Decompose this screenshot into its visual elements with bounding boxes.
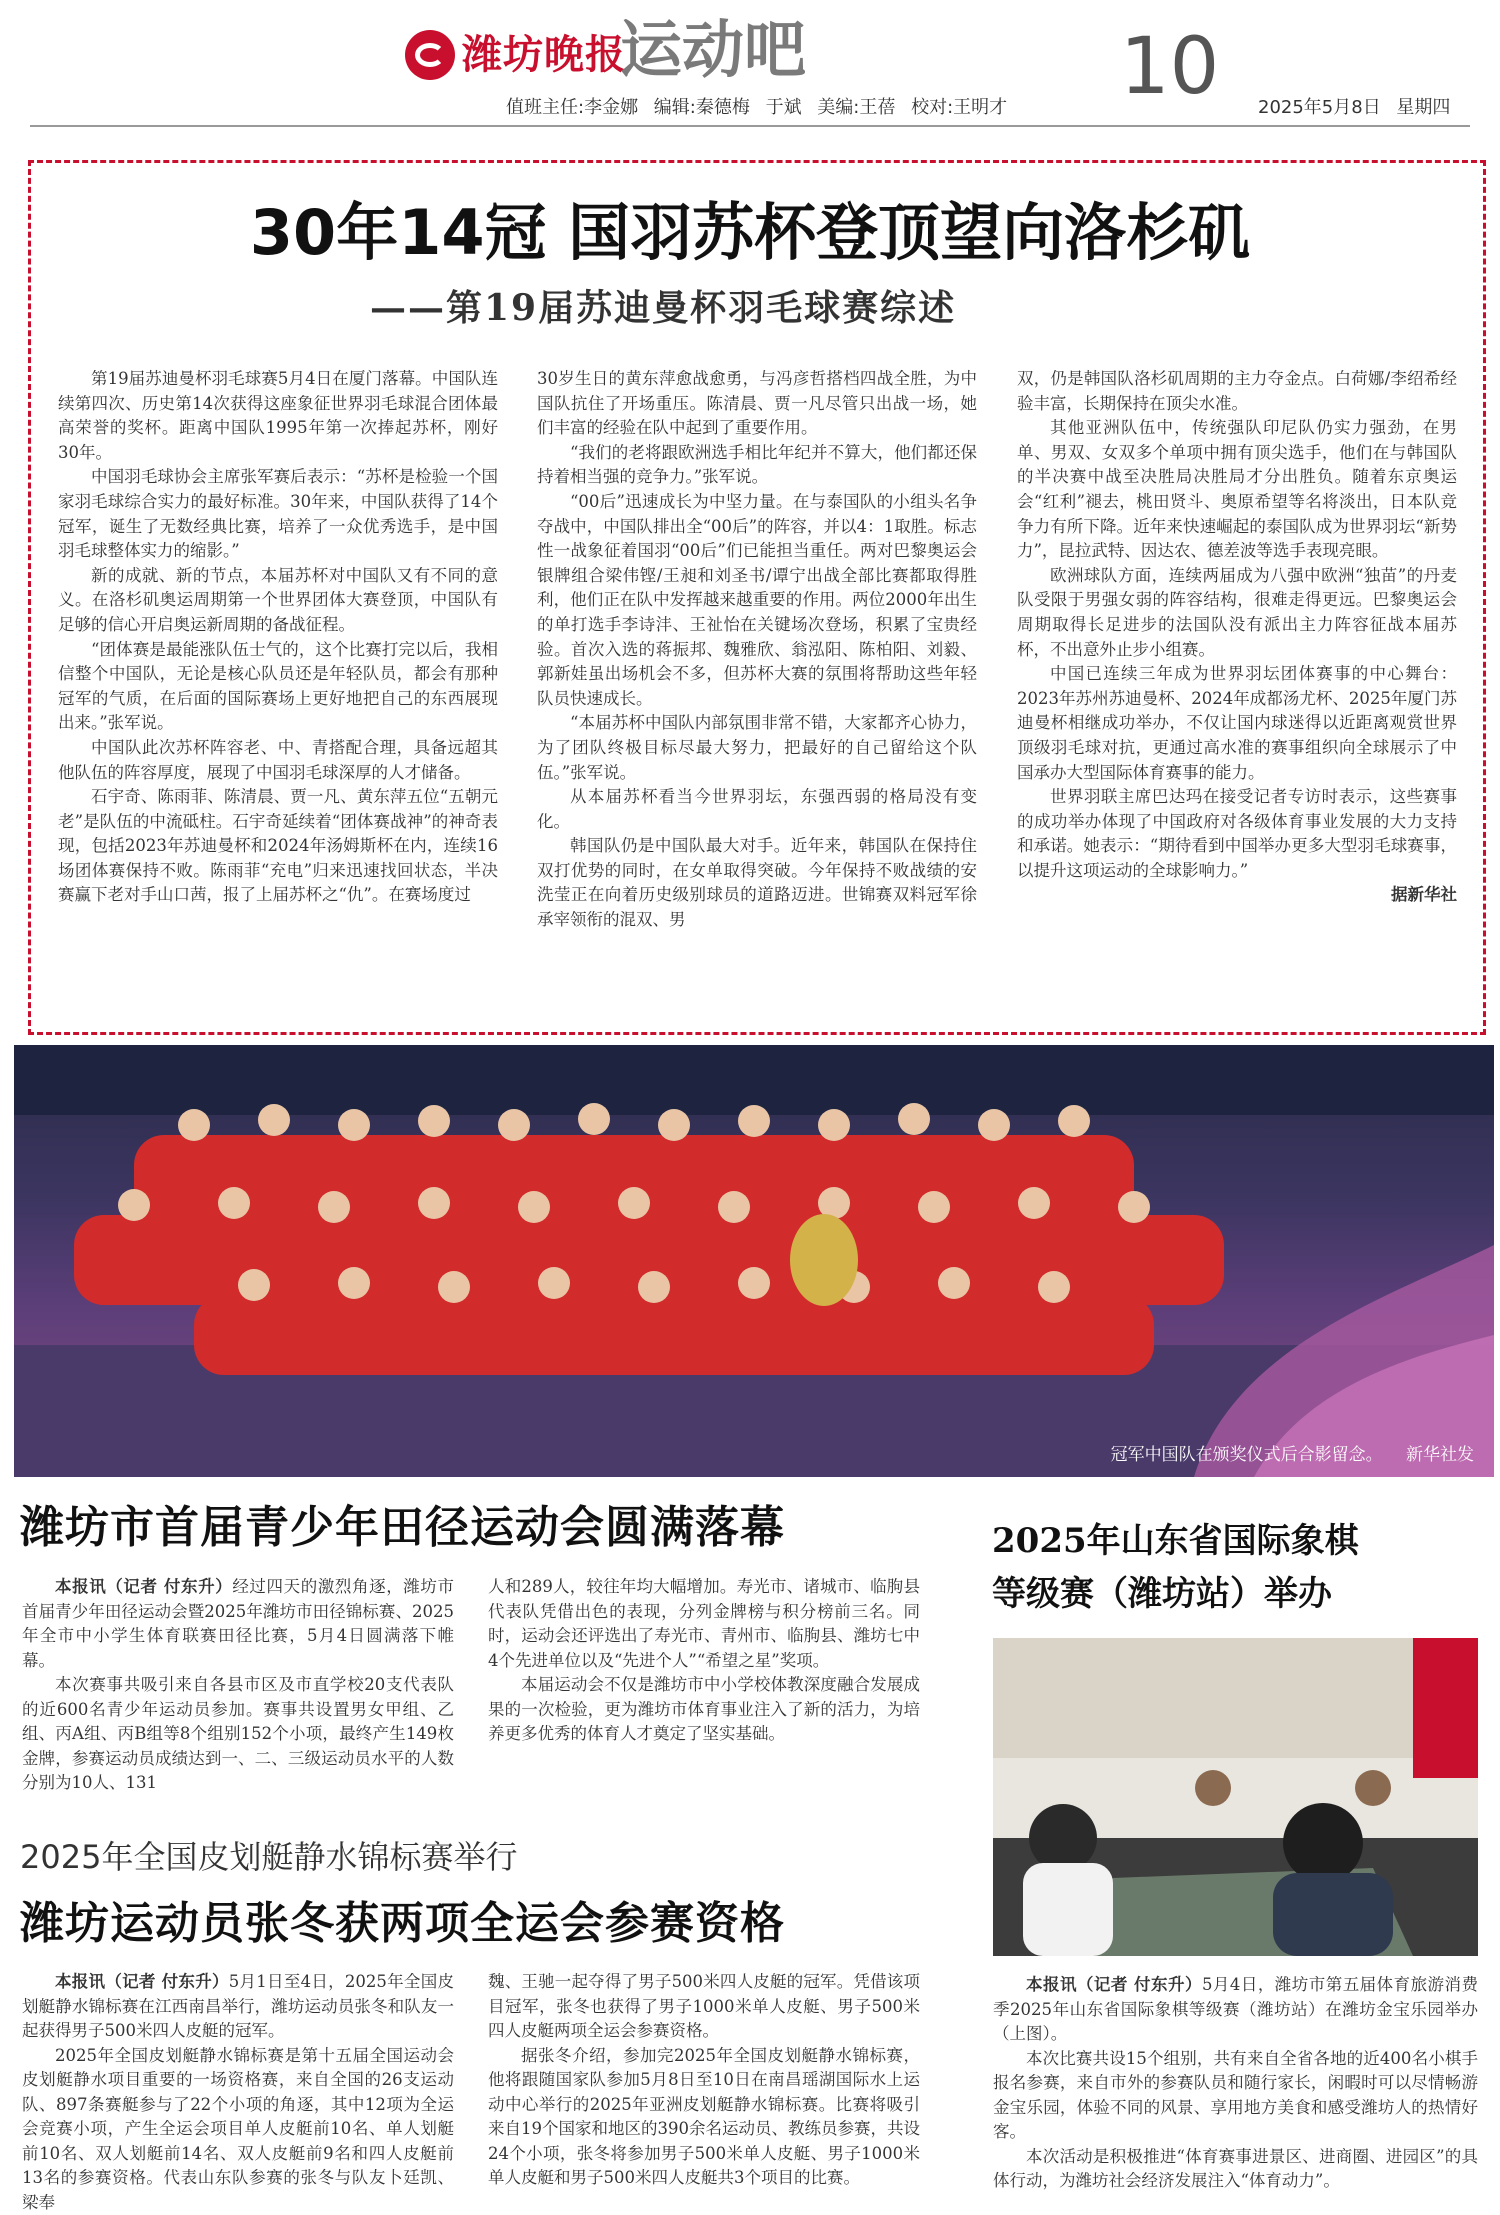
paragraph: 双，仍是韩国队洛杉矶周期的主力夺金点。白荷娜/李绍希经验丰富，长期保持在顶尖水准。 bbox=[1017, 369, 1457, 413]
main-article-column-1 bbox=[58, 367, 498, 908]
paragraph: 2025年全国皮划艇静水锦标赛是第十五届全国运动会皮划艇静水项目重要的一场资格赛，来自全国的26支运动队、897条赛艇参与了22个小项的角逐，其中12项为全运会竞赛小项，产生全运会项目单人皮艇前10名、单人划艇前10名、双人划艇前14名、双人皮艇前9名和四人皮艇前13名的参赛资格。代表山东队参赛的张冬与队友卜廷凯、梁奉 bbox=[22, 2045, 454, 2212]
paragraph: 从本届苏杯看当今世界羽坛，东强西弱的格局没有变化。 bbox=[537, 787, 977, 831]
paragraph bbox=[993, 1973, 1478, 2047]
date-line: 2025年5月8日 星期四 bbox=[1258, 97, 1451, 118]
main-headline: 30年14冠 国羽苏杯登顶望向洛杉矶 bbox=[249, 196, 1251, 269]
athletics-headline: 潍坊市首届青少年田径运动会圆满落幕 bbox=[20, 1502, 785, 1553]
newspaper-logo-icon bbox=[405, 30, 455, 80]
canoe-headline: 潍坊运动员张冬获两项全运会参赛资格 bbox=[20, 1898, 785, 1949]
chess-headline-line-1: 2025年山东省国际象棋 bbox=[992, 1521, 1359, 1561]
team-photo-illustration bbox=[14, 1045, 1494, 1477]
paragraph: 石宇奇、陈雨菲、陈清晨、贾一凡、黄东萍五位“五朝元老”是队伍的中流砥柱。石宇奇延续着“团体赛战神”的神奇表现，包括2023年苏迪曼杯和2024年汤姆斯杯在内，连续16场团体赛保持不败。陈雨菲“充电”归来迅速找回状态，半决赛赢下老对手山口茜，报了上届苏杯之“仇”。在赛场度过 bbox=[58, 787, 498, 905]
byline: 本报讯（记者 付东升） bbox=[55, 1972, 229, 1991]
paragraph: 本次活动是积极推进“体育赛事进景区、进商圈、进园区”的具体行动，为潍坊社会经济发展注入“体育动力”。 bbox=[993, 2146, 1478, 2190]
paragraph: “00后”迅速成长为中坚力量。在与泰国队的小组头名争夺战中，中国队排出全“00后”的阵容，并以4：1取胜。标志性一战象征着国羽“00后”们已能担当重任。两对巴黎奥运会银牌组合梁伟铿/王昶和刘圣书/谭宁出战全部比赛都取得胜利，他们正在队中发挥越来越重要的作用。两位2000年出生的单打选手李诗沣、王祉怡在关键场次登场，积累了宝贵经验。首次入选的蒋振邦、魏雅欣、翁泓阳、陈柏阳、刘毅、郭新娃虽出场机会不多，但苏杯大赛的氛围将帮助这些年轻队员快速成长。 bbox=[537, 491, 977, 708]
chess-article-body bbox=[993, 1973, 1478, 2194]
paragraph: 世界羽联主席巴达玛在接受记者专访时表示，这些赛事的成功举办体现了中国政府对各级体育事业发展的大力支持和承诺。她表示：“期待看到中国举办更多大型羽毛球赛事，以提升这项运动的全球影响力。” bbox=[1017, 787, 1457, 880]
main-article-column-2 bbox=[537, 367, 977, 933]
staff-line: 值班主任:李金娜 编辑:秦德梅 于斌 美编:王蓓 校对:王明才 bbox=[506, 97, 1008, 118]
chess-photo bbox=[993, 1638, 1478, 1956]
paragraph-text: 5月4日，潍坊市第五届体育旅游消费季2025年山东省国际象棋等级赛（潍坊站）在潍坊金宝乐园举办（上图）。 bbox=[993, 1975, 1479, 2043]
paragraph: “我们的老将跟欧洲选手相比年纪并不算大，他们都还保持着相当强的竞争力。”张军说。 bbox=[537, 442, 977, 487]
article-credit: 据新华社 bbox=[1391, 885, 1457, 905]
paragraph: 本次比赛共设15个组别，共有来自全省各地的近400名小棋手报名参赛，来自市外的参赛队员和随行家长，闲暇时可以尽情畅游金宝乐园，体验不同的风景、享用地方美食和感受潍坊人的热情好客。 bbox=[993, 2048, 1478, 2141]
byline: 本报讯（记者 付东升） bbox=[1026, 1975, 1202, 1994]
paragraph: 本次赛事共吸引来自各县市区及市直学校20支代表队的近600名青少年运动员参加。赛事共设置男女甲组、乙组、丙A组、丙B组等8个组别152个小项，最终产生149枚金牌，参赛运动员成绩达到一、二、三级运动员水平的人数分别为10人、131 bbox=[22, 1675, 454, 1792]
paragraph: “本届苏杯中国队内部氛围非常不错，大家都齐心协力，为了团队终极目标尽最大努力，把最好的自己留给这个队伍。”张军说。 bbox=[537, 713, 977, 782]
paragraph: 其他亚洲队伍中，传统强队印尼队仍实力强劲，在男单、男双、女双多个单项中拥有顶尖选手，他们在与韩国队的半决赛中战至决胜局决胜局才分出胜负。随着东京奥运会“红利”褪去，桃田贤斗、奥原希望等名将淡出，日本队竞争力有所下降。近年来快速崛起的泰国队成为世界羽坛“新势力”，昆拉武特、因达农、德差波等选手表现亮眼。 bbox=[1017, 418, 1457, 561]
paragraph: 欧洲球队方面，连续两届成为八强中欧洲“独苗”的丹麦队受限于男强女弱的阵容结构，很难走得更远。巴黎奥运会周期取得长足进步的法国队没有派出主力阵容征战本届苏杯，不出意外止步小组赛。 bbox=[1017, 565, 1457, 659]
paper-name: 潍坊晚报 bbox=[462, 32, 626, 78]
section-name: 运动吧 bbox=[620, 13, 807, 86]
paragraph: 本届运动会不仅是潍坊市中小学校体教深度融合发展成果的一次检验，更为潍坊市体育事业注入了新的活力，为培养更多优秀的体育人才奠定了坚实基础。 bbox=[488, 1675, 920, 1743]
main-article-column-3 bbox=[1017, 367, 1457, 908]
paragraph: 中国已连续三年成为世界羽坛团体赛事的中心舞台：2023年苏州苏迪曼杯、2024年成都汤尤杯、2025年厦门苏迪曼杯相继成功举办，不仅让国内球迷得以近距离观赏世界顶级羽毛球对抗，更通过高水准的赛事组织向全球展示了中国承办大型国际体育赛事的能力。 bbox=[1017, 664, 1457, 782]
paragraph: 中国队此次苏杯阵容老、中、青搭配合理，具备远超其他队伍的阵容厚度，展现了中国羽毛球深厚的人才储备。 bbox=[58, 737, 498, 782]
paragraph: “团体赛是最能涨队伍士气的，这个比赛打完以后，我相信整个中国队，无论是核心队员还是年轻队员，都会有那种冠军的气质，在后面的国际赛场上更好地把自己的东西展现出来。”张军说。 bbox=[58, 639, 498, 733]
paragraph: 韩国队仍是中国队最大对手。近年来，韩国队在保持住双打优势的同时，在女单取得突破。今年保持不败战绩的安洗莹正在向着历史级别球员的道路迈进。世锦赛双料冠军徐承宰领衔的混双、男 bbox=[537, 836, 977, 930]
canoe-column-2 bbox=[488, 1970, 920, 2191]
paragraph: 据张冬介绍，参加完2025年全国皮划艇静水锦标赛，他将跟随国家队参加5月8日至10日在南昌瑶湖国际水上运动中心举行的2025年亚洲皮划艇静水锦标赛。比赛将吸引来自19个国家和地区的390余名运动员、教练员参赛，共设24个小项，张冬将参加男子500米单人皮艇、男子1000米单人皮艇和男子500米四人皮艇共3个项目的比赛。 bbox=[488, 2045, 920, 2187]
page-number: 10 bbox=[1120, 22, 1220, 112]
paragraph: 中国羽毛球协会主席张军赛后表示：“苏杯是检验一个国家羽毛球综合实力的最好标准。30年来，中国队获得了14个冠军，诞生了无数经典比赛，培养了一众优秀选手，是中国羽毛球整体实力的缩影。” bbox=[58, 467, 498, 561]
byline: 本报讯（记者 付东升） bbox=[55, 1577, 233, 1596]
trophy-icon bbox=[790, 1214, 858, 1306]
paragraph: 第19届苏迪曼杯羽毛球赛5月4日在厦门落幕。中国队连续第四次、历史第14次获得这座象征世界羽毛球混合团体最高荣誉的奖杯。距离中国队1995年第一次捧起苏杯，刚好30年。 bbox=[58, 369, 498, 462]
paragraph bbox=[22, 1575, 454, 1673]
paragraph-text: 5月1日至4日，2025年全国皮划艇静水锦标赛在江西南昌举行，潍坊运动员张冬和队友一起获得男子500米四人皮艇的冠军。 bbox=[22, 1972, 454, 2040]
paragraph: 新的成就、新的节点，本届苏杯对中国队又有不同的意义。在洛杉矶奥运周期第一个世界团体大赛登顶，中国队有足够的信心开启奥运新周期的备战征程。 bbox=[58, 565, 498, 634]
athletics-column-1 bbox=[22, 1575, 454, 1796]
team-photo-caption: 冠军中国队在颁奖仪式后合影留念。 新华社发 bbox=[1110, 1445, 1474, 1465]
canoe-column-1 bbox=[22, 1970, 454, 2215]
header-divider bbox=[30, 125, 1470, 127]
paragraph: 魏、王驰一起夺得了男子500米四人皮艇的冠军。凭借该项目冠军，张冬也获得了男子1000米单人皮艇、男子500米四人皮艇两项全运会参赛资格。 bbox=[488, 1972, 920, 2040]
chess-photo-illustration bbox=[993, 1638, 1478, 1956]
athletics-column-2 bbox=[488, 1575, 920, 1747]
paragraph bbox=[22, 1970, 454, 2044]
main-subtitle: ——第19届苏迪曼杯羽毛球赛综述 bbox=[370, 287, 957, 329]
paragraph-text: 经过四天的激烈角逐，潍坊市首届青少年田径运动会暨2025年潍坊市田径锦标赛、2025年全市中小学生体育联赛田径比赛，5月4日圆满落下帷幕。 bbox=[22, 1577, 455, 1670]
canoe-kicker: 2025年全国皮划艇静水锦标赛举行 bbox=[20, 1838, 518, 1876]
paragraph: 30岁生日的黄东萍愈战愈勇，与冯彦哲搭档四战全胜，为中国队抗住了开场重压。陈清晨、贾一凡尽管只出战一场，她们丰富的经验在队中起到了重要作用。 bbox=[537, 369, 977, 438]
team-photo bbox=[14, 1045, 1494, 1477]
paragraph: 人和289人，较往年均大幅增加。寿光市、诸城市、临朐县代表队凭借出色的表现，分列金牌榜与积分榜前三名。同时，运动会还评选出了寿光市、青州市、临朐县、潍坊七中4个先进单位以及“先进个人”“希望之星”奖项。 bbox=[488, 1577, 920, 1670]
chess-headline-line-2: 等级赛（潍坊站）举办 bbox=[992, 1574, 1332, 1614]
